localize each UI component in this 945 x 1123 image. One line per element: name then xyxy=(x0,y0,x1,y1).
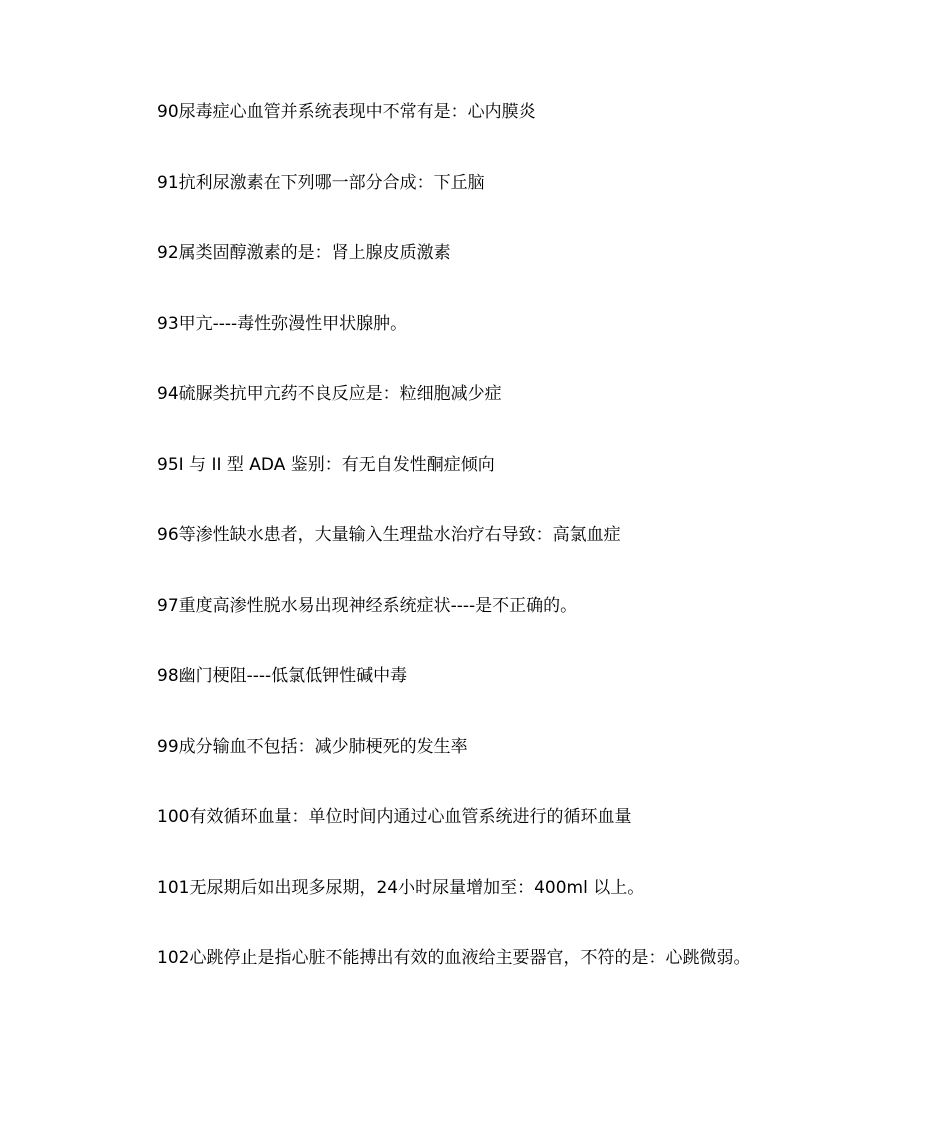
text-line: 98幽门梗阻----低氯低钾性碱中毒 xyxy=(157,666,408,686)
text-line: 95I 与 II 型 ADA 鉴别：有无自发性酮症倾向 xyxy=(157,454,495,475)
text-line: 99成分输血不包括：减少肺梗死的发生率 xyxy=(157,736,468,757)
text-line: 101无尿期后如出现多尿期，24小时尿量增加至：400ml 以上。 xyxy=(157,877,645,898)
text-line: 100有效循环血量：单位时间内通过心血管系统进行的循环血量 xyxy=(157,807,632,827)
text-line: 93甲亢----毒性弥漫性甲状腺肿。 xyxy=(157,313,408,334)
text-line: 90尿毒症心血管并系统表现中不常有是：心内膜炎 xyxy=(157,102,536,122)
text-line: 94硫脲类抗甲亢药不良反应是：粒细胞减少症 xyxy=(157,384,502,404)
text-line: 102心跳停止是指心脏不能搏出有效的血液给主要器官，不符的是：心跳微弱。 xyxy=(157,948,751,968)
text-line: 97重度高渗性脱水易出现神经系统症状----是不正确的。 xyxy=(157,595,578,616)
question-list xyxy=(157,100,917,1017)
text-line: 92属类固醇激素的是：肾上腺皮质激素 xyxy=(157,243,451,263)
text-line: 91抗利尿激素在下列哪一部分合成：下丘脑 xyxy=(157,172,485,193)
text-line: 96等渗性缺水患者，大量输入生理盐水治疗右导致：高氯血症 xyxy=(157,525,621,545)
